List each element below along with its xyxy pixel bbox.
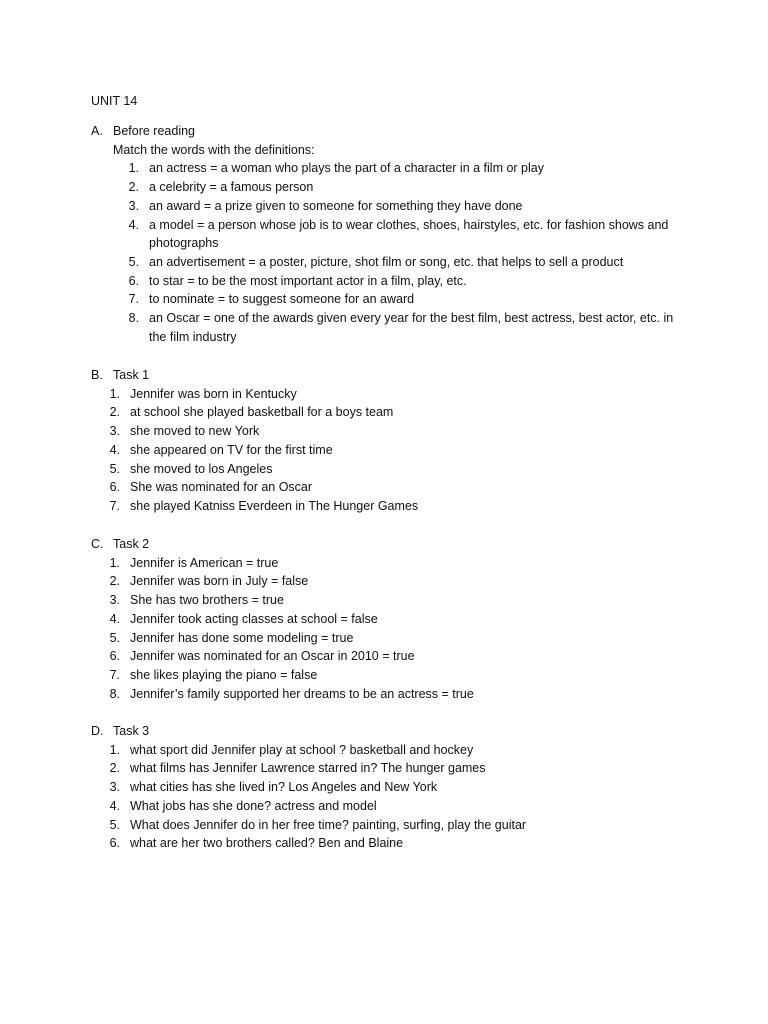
item-text: Jennifer is American = true bbox=[130, 555, 279, 570]
item-number: 6. bbox=[109, 480, 120, 495]
item-number: 8. bbox=[109, 686, 120, 701]
section-task-2 bbox=[91, 535, 474, 703]
section-letter: B. bbox=[91, 368, 103, 382]
list-item bbox=[113, 216, 679, 253]
list-item bbox=[91, 422, 418, 441]
item-text: what cities has she lived in? Los Angeles and New York bbox=[130, 780, 438, 795]
item-text: Jennifer’s family supported her dreams to be an actress = true bbox=[130, 686, 474, 701]
section-title: Task 3 bbox=[113, 724, 150, 738]
list-item bbox=[113, 272, 679, 291]
list-item bbox=[91, 385, 418, 404]
item-text: she likes playing the piano = false bbox=[130, 667, 318, 682]
list-item bbox=[91, 647, 474, 666]
list-item bbox=[91, 797, 526, 816]
list-item bbox=[91, 572, 474, 591]
list-item bbox=[113, 309, 679, 346]
list-item bbox=[113, 159, 679, 178]
list-item bbox=[91, 685, 474, 704]
section-letter: D. bbox=[91, 724, 104, 738]
instruction-text: Match the words with the definitions: bbox=[113, 142, 315, 157]
list-item bbox=[91, 441, 418, 460]
section-heading bbox=[91, 535, 474, 554]
item-text: Jennifer took acting classes at school = false bbox=[130, 611, 378, 626]
item-text: What jobs has she done? actress and model bbox=[130, 798, 377, 813]
item-text: what films has Jennifer Lawrence starred in? The hunger games bbox=[130, 761, 486, 776]
item-text: an award = a prize given to someone for something they have done bbox=[149, 198, 523, 213]
section-heading bbox=[91, 366, 418, 385]
item-text: she played Katniss Everdeen in The Hunger Games bbox=[130, 498, 419, 513]
item-text: a celebrity = a famous person bbox=[149, 180, 314, 195]
item-number: 4. bbox=[109, 798, 120, 813]
item-text: she moved to new York bbox=[130, 424, 260, 439]
item-number: 5. bbox=[128, 254, 139, 269]
list-item bbox=[91, 478, 418, 497]
list-item bbox=[113, 197, 679, 216]
list-item bbox=[91, 741, 526, 760]
item-text: she moved to los Angeles bbox=[130, 461, 273, 476]
unit-title: UNIT 14 bbox=[91, 94, 138, 108]
item-number: 1. bbox=[109, 386, 120, 401]
item-text: she appeared on TV for the first time bbox=[130, 442, 333, 457]
item-text: Jennifer has done some modeling = true bbox=[130, 630, 354, 645]
item-number: 4. bbox=[109, 442, 120, 457]
section-title: Before reading bbox=[113, 124, 196, 138]
item-number: 1. bbox=[109, 555, 120, 570]
item-number: 1. bbox=[128, 161, 139, 176]
item-text: What does Jennifer do in her free time? painting, surfing, play the guitar bbox=[130, 817, 527, 832]
item-number: 2. bbox=[109, 405, 120, 420]
list-item bbox=[91, 497, 418, 516]
section-letter: A. bbox=[91, 124, 103, 138]
list-item bbox=[91, 816, 526, 835]
item-number: 6. bbox=[128, 273, 139, 288]
item-text: to nominate = to suggest someone for an award bbox=[149, 292, 415, 307]
item-number: 4. bbox=[128, 217, 139, 232]
task-list bbox=[91, 554, 474, 704]
list-item bbox=[91, 834, 526, 853]
item-text: Jennifer was born in Kentucky bbox=[130, 386, 297, 401]
section-heading bbox=[91, 122, 679, 141]
item-number: 6. bbox=[109, 649, 120, 664]
item-number: 3. bbox=[109, 593, 120, 608]
item-text: Jennifer was nominated for an Oscar in 2010 = true bbox=[130, 649, 415, 664]
list-item bbox=[91, 460, 418, 479]
item-number: 4. bbox=[109, 611, 120, 626]
list-item bbox=[91, 629, 474, 648]
item-text: a model = a person whose job is to wear clothes, shoes, hairstyles, etc. for fashion shows and photographs bbox=[149, 217, 669, 251]
list-item bbox=[91, 610, 474, 629]
list-item bbox=[91, 554, 474, 573]
section-task-3 bbox=[91, 722, 526, 853]
item-number: 3. bbox=[109, 780, 120, 795]
item-text: an actress = a woman who plays the part of a character in a film or play bbox=[149, 161, 544, 176]
section-heading bbox=[91, 722, 526, 741]
item-number: 1. bbox=[109, 742, 120, 757]
item-number: 2. bbox=[109, 761, 120, 776]
item-number: 3. bbox=[128, 198, 139, 213]
item-number: 2. bbox=[109, 574, 120, 589]
item-text: She has two brothers = true bbox=[130, 593, 284, 608]
item-text: what are her two brothers called? Ben and Blaine bbox=[130, 836, 404, 851]
item-number: 7. bbox=[109, 667, 120, 682]
section-task-1 bbox=[91, 366, 418, 516]
item-number: 7. bbox=[109, 498, 120, 513]
section-title: Task 2 bbox=[113, 537, 150, 551]
item-text: an advertisement = a poster, picture, shot film or song, etc. that helps to sell a product bbox=[149, 254, 624, 269]
list-item bbox=[91, 403, 418, 422]
list-item bbox=[91, 759, 526, 778]
task-list bbox=[91, 741, 526, 853]
list-item bbox=[91, 666, 474, 685]
task-list bbox=[91, 385, 418, 516]
list-item bbox=[113, 290, 679, 309]
list-item bbox=[113, 253, 679, 272]
item-number: 8. bbox=[128, 311, 139, 326]
section-title: Task 1 bbox=[113, 368, 150, 382]
item-text: at school she played basketball for a boys team bbox=[130, 405, 394, 420]
item-text: to star = to be the most important actor in a film, play, etc. bbox=[149, 273, 467, 288]
item-number: 3. bbox=[109, 424, 120, 439]
item-number: 6. bbox=[109, 836, 120, 851]
list-item bbox=[91, 778, 526, 797]
item-number: 7. bbox=[128, 292, 139, 307]
list-item bbox=[91, 591, 474, 610]
item-text: She was nominated for an Oscar bbox=[130, 480, 313, 495]
section-letter: C. bbox=[91, 537, 104, 551]
item-text: what sport did Jennifer play at school ? basketball and hockey bbox=[130, 742, 474, 757]
item-text: Jennifer was born in July = false bbox=[130, 574, 309, 589]
section-before-reading bbox=[91, 122, 679, 346]
item-text: an Oscar = one of the awards given every year for the best film, best actress, best actor, etc. in the film industry bbox=[149, 311, 674, 344]
item-number: 5. bbox=[109, 630, 120, 645]
item-number: 5. bbox=[109, 817, 120, 832]
item-number: 2. bbox=[128, 180, 139, 195]
list-item bbox=[113, 178, 679, 197]
definition-list bbox=[113, 159, 679, 346]
item-number: 5. bbox=[109, 461, 120, 476]
